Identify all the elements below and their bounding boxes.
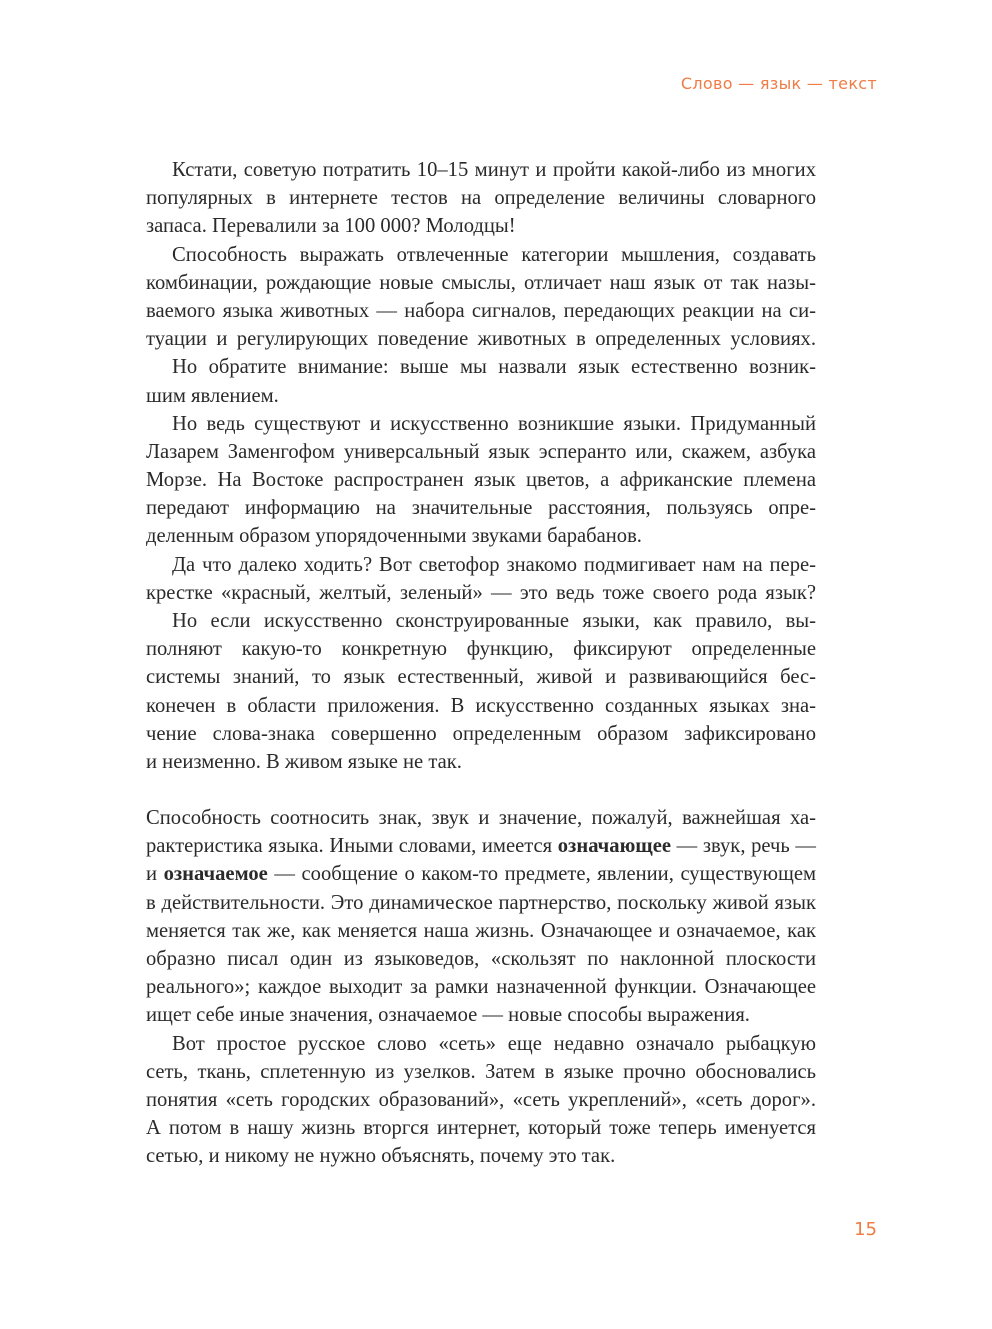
- page-number: 15: [854, 1219, 877, 1240]
- paragraph-line: Кстати, советую потратить 10–15 минут и пройти какой-либо из многих: [172, 159, 816, 181]
- text-run: — звук, речь —: [670, 835, 817, 858]
- term-signifier: означающее: [557, 835, 671, 858]
- paragraph-line: ваемого языка животных — набора сигналов, передающих реакции на си-: [146, 299, 816, 322]
- paragraph-line: реального»; каждое выходит за рамки назначенной функции. Означающее: [146, 976, 816, 999]
- paragraph-line: передают информацию на значительные расстояния, пользуясь опре-: [146, 497, 816, 520]
- paragraph-line: деленным образом упорядоченными звуками барабанов.: [146, 525, 642, 548]
- term-signified: означаемое: [163, 863, 268, 886]
- paragraph-line: меняется так же, как меняется наша жизнь. Означающее и означаемое, как: [146, 919, 816, 942]
- paragraph-line: сеть, ткань, сплетенную из узелков. Затем в языке прочно обосновались: [146, 1060, 816, 1083]
- paragraph-line: образно писал один из языковедов, «скользят по наклонной плоскости: [146, 947, 816, 970]
- paragraph-line: запаса. Перевалили за 100 000? Молодцы!: [146, 215, 516, 238]
- paragraph-line: Вот простое русское слово «сеть» еще недавно означало рыбацкую: [172, 1032, 816, 1055]
- paragraph-line: комбинации, рождающие новые смыслы, отличает наш язык от так назы-: [146, 271, 816, 294]
- paragraph-line: полняют какую-то конкретную функцию, фиксируют определенные: [146, 638, 816, 661]
- text-run: рактеристика языка. Иными словами, имеется: [146, 835, 558, 858]
- body-text-section-1: [146, 156, 816, 776]
- paragraph-line: туации и регулирующих поведение животных в определенных условиях.: [146, 328, 816, 351]
- paragraph-line: сетью, и никому не нужно объяснять, почему это так.: [146, 1145, 616, 1168]
- paragraph-line: Морзе. На Востоке распространен язык цветов, а африканские племена: [146, 469, 816, 492]
- paragraph-line: системы знаний, то язык естественный, живой и развивающийся бес-: [146, 666, 816, 689]
- paragraph-line: шим явлением.: [146, 384, 279, 407]
- text-run: — сообщение о каком-то предмете, явлении, существующем: [267, 863, 816, 886]
- paragraph-line: Лазарем Заменгофом универсальный язык эсперанто или, скажем, азбука: [146, 440, 816, 463]
- paragraph-line: Но если искусственно сконструированные языки, как правило, вы-: [172, 610, 816, 632]
- paragraph-line: Но обратите внимание: выше мы назвали язык естественно возник-: [172, 356, 816, 379]
- paragraph-line: Но ведь существуют и искусственно возникшие языки. Придуманный: [172, 412, 816, 435]
- paragraph-line: чение слова-знака совершенно определенным образом зафиксировано: [146, 722, 816, 745]
- paragraph-line: А потом в нашу жизнь вторгся интернет, который тоже теперь именуется: [146, 1117, 816, 1140]
- text-run: и: [146, 863, 164, 886]
- paragraph-line: в действительности. Это динамическое партнерство, поскольку живой язык: [146, 891, 816, 914]
- paragraph-line: ищет себе иные значения, означаемое — новые способы выражения.: [146, 1004, 750, 1027]
- paragraph-line: [146, 860, 816, 888]
- paragraph-line: Да что далеко ходить? Вот светофор знакомо подмигивает нам на пере-: [172, 553, 816, 576]
- paragraph-line: крестке «красный, желтый, зеленый» — это ведь тоже своего рода язык?: [146, 581, 816, 604]
- body-text-section-2: [146, 804, 816, 1170]
- paragraph-line: Способность соотносить знак, звук и значение, пожалуй, важнейшая ха-: [146, 807, 816, 829]
- paragraph-line: Способность выражать отвлеченные категории мышления, создавать: [172, 243, 816, 266]
- paragraph-line: конечен в области приложения. В искусственно созданных языках зна-: [146, 694, 816, 717]
- paragraph-line: популярных в интернете тестов на определение величины словарного: [146, 187, 816, 210]
- paragraph-line: и неизменно. В живом языке не так.: [146, 750, 462, 773]
- paragraph-line: [146, 832, 816, 860]
- paragraph-line: понятия «сеть городских образований», «сеть укреплений», «сеть дорог».: [146, 1088, 816, 1111]
- running-head-title: Слово — язык — текст: [680, 74, 877, 93]
